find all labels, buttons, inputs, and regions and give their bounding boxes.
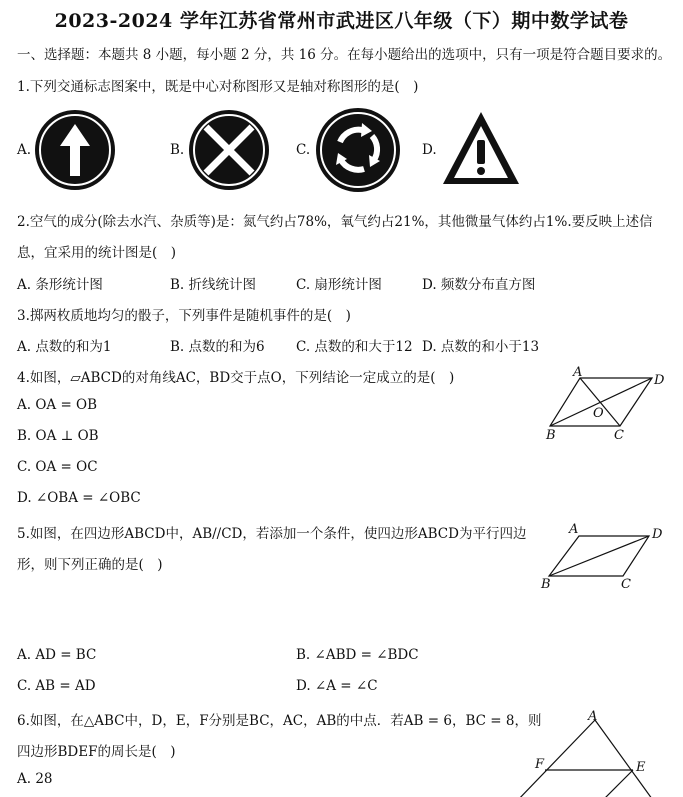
- q2-option-b: B. 折线统计图: [170, 277, 257, 293]
- q4-option-d: D. ∠OBA = ∠OBC: [17, 490, 141, 506]
- q4-option-a: A. OA = OB: [17, 397, 98, 413]
- q1-label-d: D.: [422, 142, 437, 158]
- q5-option-c: C. AB = AD: [17, 678, 96, 694]
- q5-label-b: B: [541, 577, 551, 592]
- q4-label-c: C: [614, 428, 624, 443]
- q4-parallelogram-figure: [540, 364, 675, 446]
- q5-label-c: C: [621, 577, 631, 592]
- q3-option-d: D. 点数的和小于13: [422, 339, 540, 355]
- q6-triangle-figure: [505, 708, 675, 797]
- q5-option-b: B. ∠ABD = ∠BDC: [296, 647, 419, 663]
- q5-label-a: A: [569, 522, 579, 537]
- q2-option-c: C. 扇形统计图: [296, 277, 382, 293]
- q1-label-a: A.: [17, 142, 32, 158]
- q6-label-a: A: [588, 709, 598, 724]
- q6-label-f: F: [535, 757, 545, 772]
- q4-label-o: O: [593, 406, 604, 421]
- q5-stem-line2: 形，则下列正确的是( ): [17, 557, 163, 573]
- q5-stem-line1: 5.如图，在四边形ABCD中，AB//CD，若添加一个条件，使四边形ABCD为平行四边: [17, 526, 527, 542]
- exam-title: 2023-2024 学年江苏省常州市武进区八年级（下）期中数学试卷: [54, 10, 629, 32]
- section-heading: 一、选择题：本题共 8 小题，每小题 2 分，共 16 分。在每小题给出的选项中，只有一项是符合题目要求的。: [17, 47, 672, 63]
- x-cross-sign-icon: [187, 108, 271, 192]
- q5-option-a: A. AD = BC: [17, 647, 97, 663]
- q2-stem-line2: 息，宜采用的统计图是( ): [17, 245, 177, 261]
- q4-option-b: B. OA ⊥ OB: [17, 428, 99, 444]
- q6-stem-line1: 6.如图，在△ABC中，D，E，F分别是BC，AC，AB的中点．若AB = 6，BC = 8，则: [17, 713, 542, 729]
- q6-stem-line2: 四边形BDEF的周长是( ): [17, 744, 176, 760]
- q2-option-a: A. 条形统计图: [17, 277, 103, 293]
- q3-option-c: C. 点数的和大于12: [296, 339, 413, 355]
- q2-option-d: D. 频数分布直方图: [422, 277, 536, 293]
- q5-option-d: D. ∠A = ∠C: [296, 678, 378, 694]
- q1-label-b: B.: [170, 142, 185, 158]
- q4-option-c: C. OA = OC: [17, 459, 98, 475]
- q3-option-b: B. 点数的和为6: [170, 339, 265, 355]
- q4-label-d: D: [654, 373, 665, 388]
- q4-stem: 4.如图，▱ABCD的对角线AC，BD交于点O，下列结论一定成立的是( ): [17, 370, 455, 386]
- q4-label-a: A: [573, 365, 583, 380]
- q5-quadrilateral-figure: [535, 520, 675, 592]
- q5-label-d: D: [652, 527, 663, 542]
- q3-stem: 3.掷两枚质地均匀的骰子，下列事件是随机事件的是( ): [17, 308, 351, 324]
- q3-option-a: A. 点数的和为1: [17, 339, 112, 355]
- warning-triangle-sign-icon: [440, 108, 522, 190]
- q4-label-b: B: [546, 428, 556, 443]
- q6-label-e: E: [636, 760, 646, 775]
- arrow-up-sign-icon: [33, 108, 117, 192]
- roundabout-sign-icon: [314, 106, 402, 194]
- q2-stem-line1: 2.空气的成分(除去水汽、杂质等)是：氮气约占78%，氧气约占21%，其他微量气体约占1%.要反映上述信: [17, 214, 653, 230]
- q1-label-c: C.: [296, 142, 311, 158]
- q1-stem: 1.下列交通标志图案中，既是中心对称图形又是轴对称图形的是( ): [17, 79, 419, 95]
- q6-option-a: A. 28: [17, 771, 53, 787]
